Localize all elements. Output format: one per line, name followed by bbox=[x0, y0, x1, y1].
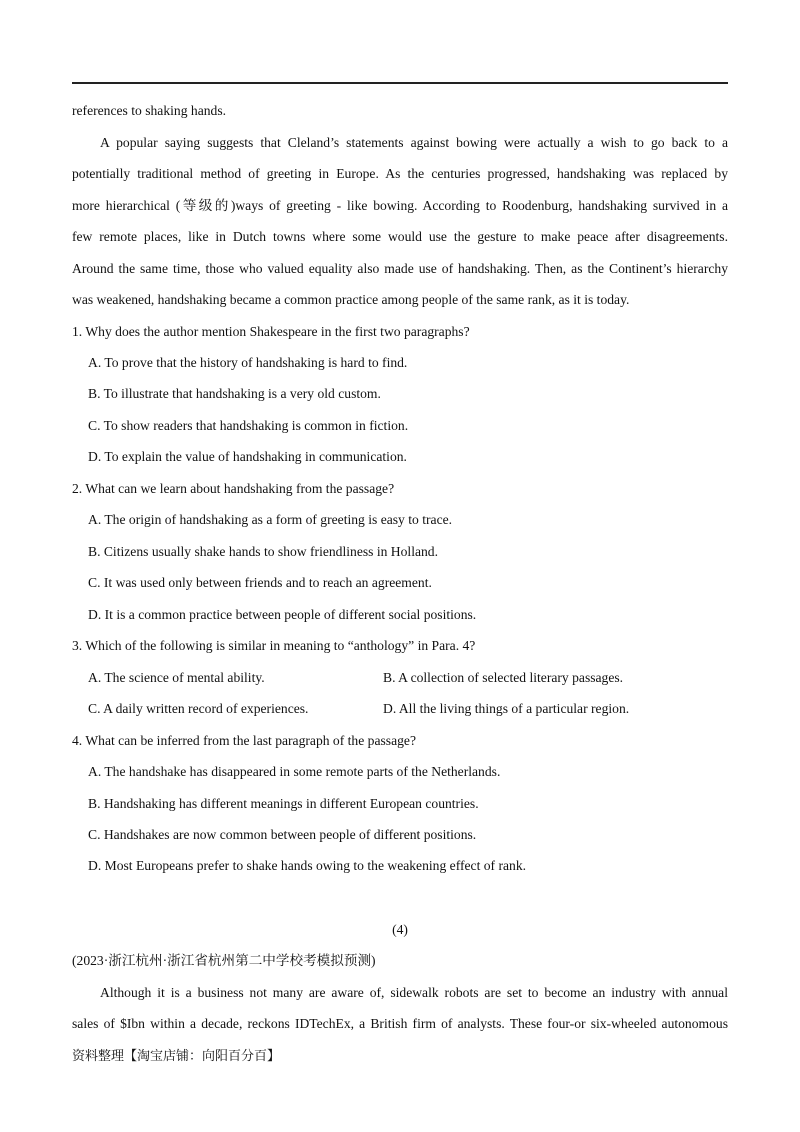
option: C. A daily written record of experiences. bbox=[88, 701, 309, 716]
option: A. The origin of handshaking as a form of greeting is easy to trace. bbox=[88, 512, 453, 527]
paragraph-line: references to shaking hands. bbox=[72, 103, 227, 118]
section-number: (4) bbox=[392, 922, 408, 937]
paragraph-line: was weakened, handshaking became a common practice among people of the same rank, as it is today. bbox=[72, 292, 630, 307]
question-3: 3. Which of the following is similar in meaning to “anthology” in Para. 4? bbox=[72, 638, 476, 653]
option: D. All the living things of a particular region. bbox=[383, 701, 630, 716]
option: B. To illustrate that handshaking is a very old custom. bbox=[88, 386, 381, 401]
paragraph-line: Although it is a business not many are aware of, sidewalk robots are set to become an industry with annual bbox=[100, 985, 728, 1000]
option: C. It was used only between friends and to reach an agreement. bbox=[88, 575, 432, 590]
question-1: 1. Why does the author mention Shakespeare in the first two paragraphs? bbox=[72, 324, 470, 339]
option: B. Handshaking has different meanings in different European countries. bbox=[88, 796, 479, 811]
paragraph-line: sales of $Ibn within a decade, reckons IDTechEx, a British firm of analysts. These four-or six-wheeled autonomous bbox=[72, 1016, 728, 1031]
paragraph-line: A popular saying suggests that Cleland’s statements against bowing were actually a wish to go back to a bbox=[100, 135, 728, 150]
paragraph-line: potentially traditional method of greeting in Europe. As the centuries progressed, handshaking was replaced by bbox=[72, 166, 728, 181]
paragraph-line: Around the same time, those who valued equality also made use of handshaking. Then, as the Continent’s hierarchy bbox=[72, 261, 728, 276]
section-source: (2023·浙江杭州·浙江省杭州第二中学校考模拟预测) bbox=[72, 953, 376, 968]
option: A. The science of mental ability. bbox=[88, 670, 265, 685]
option: D. To explain the value of handshaking in communication. bbox=[88, 449, 407, 464]
footer-note: 资料整理【淘宝店铺：向阳百分百】 bbox=[72, 1048, 281, 1063]
option: D. Most Europeans prefer to shake hands owing to the weakening effect of rank. bbox=[88, 858, 527, 873]
header-rule bbox=[72, 82, 728, 84]
paragraph-line: more hierarchical (等级的)ways of greeting - like bowing. According to Roodenburg, handshaking survived in a bbox=[72, 198, 728, 213]
paragraph-line: few remote places, like in Dutch towns where some would use the gesture to make peace after disagreements. bbox=[72, 229, 728, 244]
option: C. Handshakes are now common between people of different positions. bbox=[88, 827, 477, 842]
option: A. The handshake has disappeared in some remote parts of the Netherlands. bbox=[88, 764, 501, 779]
option: D. It is a common practice between people of different social positions. bbox=[88, 607, 477, 622]
option: B. A collection of selected literary passages. bbox=[383, 670, 624, 685]
question-2: 2. What can we learn about handshaking from the passage? bbox=[72, 481, 395, 496]
option: A. To prove that the history of handshaking is hard to find. bbox=[88, 355, 408, 370]
option: B. Citizens usually shake hands to show friendliness in Holland. bbox=[88, 544, 438, 559]
option: C. To show readers that handshaking is common in fiction. bbox=[88, 418, 409, 433]
question-4: 4. What can be inferred from the last paragraph of the passage? bbox=[72, 733, 416, 748]
